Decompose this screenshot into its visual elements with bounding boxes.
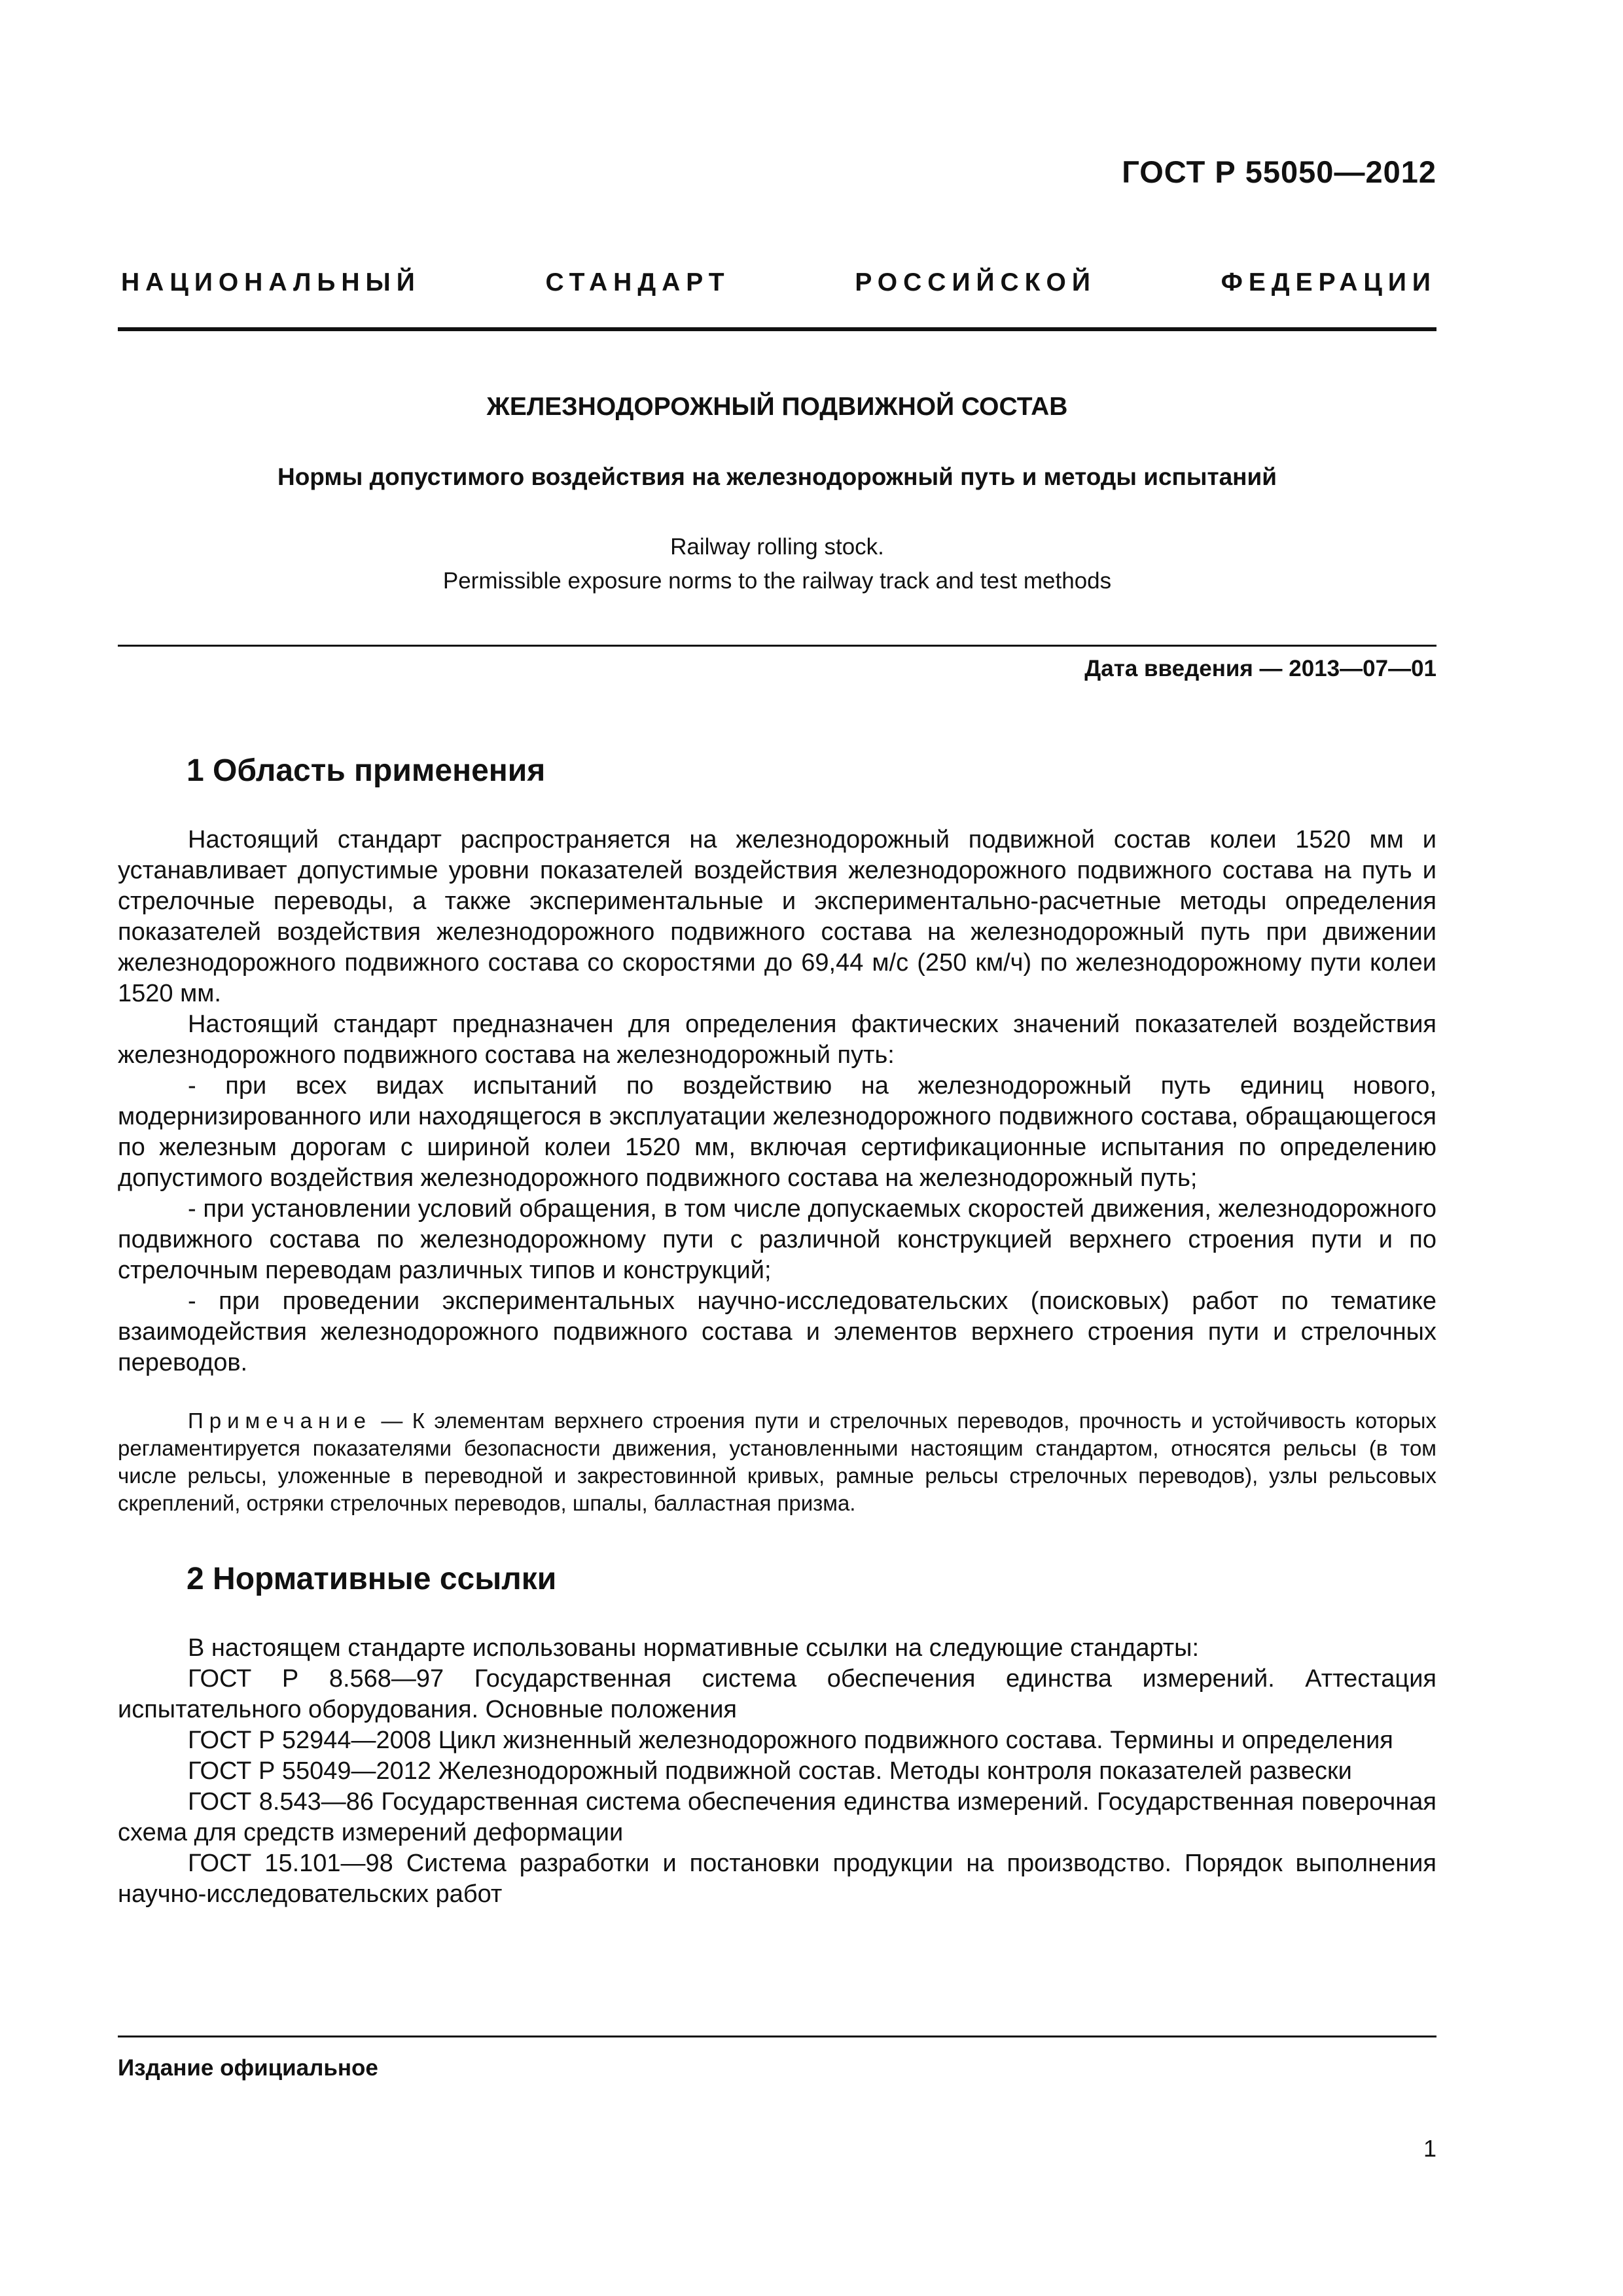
list-item: - при установлении условий обращения, в том числе допускаемых скоростей движения, железнодорожного подвижного состава по железнодорожному пути с различной конструкцией верхнего строения пути и по стрелочным переводам различных типов и конструкций; [118, 1195, 1436, 1284]
note-label: Примечание [188, 1408, 372, 1433]
section-1-body [118, 825, 1436, 1378]
national-standard-banner [121, 268, 1436, 297]
reference-item: ГОСТ 8.543—86 Государственная система обеспечения единства измерений. Государственная поверочная схема для средств измерений деформации [118, 1788, 1436, 1846]
title-divider [118, 645, 1436, 647]
reference-item: ГОСТ 15.101—98 Система разработки и постановки продукции на производство. Порядок выполнения научно-исследовательских работ [118, 1850, 1436, 1908]
introduction-date: Дата введения — 2013—07—01 [1084, 656, 1436, 681]
header-divider [118, 327, 1436, 331]
footer-divider [118, 2036, 1436, 2037]
paragraph: Настоящий стандарт распространяется на железнодорожный подвижной состав колеи 1520 мм и устанавливает допустимые уровни показателей воздействия железнодорожного подвижного состава на путь и стрелочные переводы, а также экспериментальные и экспериментально-расчетные методы определения показателей воздействия железнодорожного подвижного состава на железнодорожный путь при движении железнодорожного подвижного состава со скоростями до 69,44 м/с (250 км/ч) по железнодорожному пути колеи 1520 мм. [118, 826, 1436, 1007]
banner-word: ФЕДЕРАЦИИ [1221, 268, 1436, 296]
section-2-body [118, 1633, 1436, 1910]
section-heading: 1 Область применения [187, 753, 546, 788]
list-item: - при проведении экспериментальных научно-исследовательских (поисковых) работ по тематике взаимодействия железнодорожного подвижного состава и элементов верхнего строения пути и стрелочных переводов. [118, 1287, 1436, 1376]
banner-word: РОССИЙСКОЙ [855, 268, 1096, 296]
english-title-line: Railway rolling stock. [670, 534, 884, 560]
reference-item: ГОСТ Р 52944—2008 Цикл жизненный железнодорожного подвижного состава. Термины и определения [188, 1727, 1393, 1754]
paragraph: Настоящий стандарт предназначен для определения фактических значений показателей воздействия железнодорожного подвижного состава на железнодорожный путь: [118, 1011, 1436, 1069]
official-edition-label: Издание официальное [118, 2055, 378, 2081]
english-title [118, 530, 1436, 598]
reference-item: ГОСТ Р 55049—2012 Железнодорожный подвижной состав. Методы контроля показателей развески [188, 1757, 1352, 1785]
list-item: - при всех видах испытаний по воздействию на железнодорожный путь единиц нового, модернизированного или находящегося в эксплуатации железнодорожного подвижного состава, обращающегося по железным дорогам с шириной колеи 1520 мм, включая сертификационные испытания по определению допустимого воздействия железнодорожного подвижного состава на железнодорожный путь; [118, 1072, 1436, 1192]
document-code: ГОСТ Р 55050—2012 [1122, 154, 1436, 189]
reference-item: ГОСТ Р 8.568—97 Государственная система обеспечения единства измерений. Аттестация испытательного оборудования. Основные положения [118, 1665, 1436, 1723]
document-subtitle: Нормы допустимого воздействия на железнодорожный путь и методы испытаний [277, 463, 1277, 490]
section-heading: 2 Нормативные ссылки [187, 1562, 557, 1596]
note [118, 1407, 1436, 1517]
page-number: 1 [1423, 2135, 1436, 2162]
banner-word: НАЦИОНАЛЬНЫЙ [121, 268, 421, 296]
banner-word: СТАНДАРТ [545, 268, 730, 296]
english-title-line: Permissible exposure norms to the railway track and test methods [442, 568, 1112, 594]
document-title: ЖЕЛЕЗНОДОРОЖНЫЙ ПОДВИЖНОЙ СОСТАВ [486, 393, 1068, 421]
note-text: — К элементам верхнего строения пути и стрелочных переводов, прочность и устойчивость которых регламентируется показателями безопасности движения, установленными настоящим стандартом, относятся рельсы (в том числе рельсы, уложенные в переводной и закрестовинной кривых, рамные рельсы стрелочных переводов), узлы рельсовых скреплений, остряки стрелочных переводов, шпалы, балластная призма. [118, 1408, 1436, 1515]
paragraph: В настоящем стандарте использованы нормативные ссылки на следующие стандарты: [188, 1634, 1200, 1662]
